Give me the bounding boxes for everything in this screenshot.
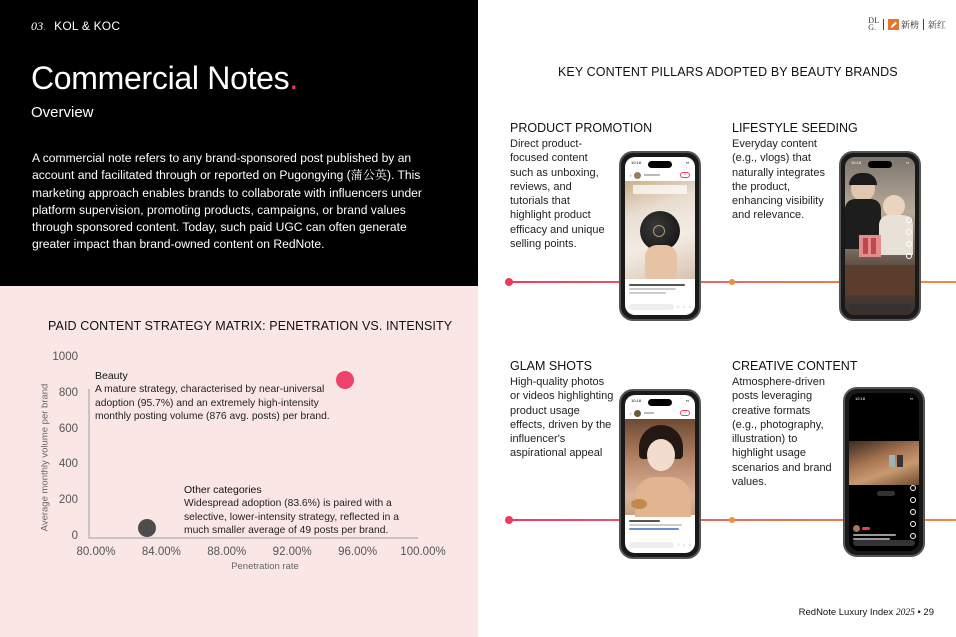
phone-mockup-creative-content: 10:18 ▪▪	[843, 387, 925, 557]
report-name: RedNote Luxury Index	[798, 607, 894, 618]
page-subtitle: Overview	[31, 104, 94, 121]
xinhong-logo: 新红	[927, 19, 946, 30]
pillar-product-promotion	[510, 121, 653, 251]
dlg-logo: DL G.	[868, 16, 879, 32]
x-tick-label: 92.00%	[272, 546, 312, 558]
xinbang-logo: 新榜	[888, 18, 919, 31]
pillar-body: Direct product-focused content such as unboxing, reviews, and tutorials that highlight product efficacy and unique selling points.	[510, 138, 605, 251]
intro-paragraph: A commercial note refers to any brand-sponsored post published by an account and facilitated through or reported on Pugongying (蒲公英). This marketing approach enables brands to collaborate with influencers under platform supervision, promoting products, campaigns, or brand values through sponsored content. Today, such paid UGC can often generate greater impact than brand-owned content on RedNote.	[32, 151, 422, 252]
pillar-body: High-quality photos or videos highlighting product usage effects, driven by the influencer's aspirational appeal	[510, 376, 614, 460]
x-tick-label: 100.00%	[400, 546, 446, 558]
x-tick-label: 96.00%	[338, 546, 378, 558]
x-tick-label: 80.00%	[76, 546, 116, 558]
section-number: 03.	[31, 19, 47, 33]
y-axis	[88, 389, 90, 538]
annotation-other	[184, 484, 409, 537]
pillar-creative-content	[732, 359, 858, 489]
timeline-dot-orange	[729, 517, 735, 523]
y-tick-label: 600	[58, 422, 78, 435]
y-axis-label: Average monthly volume per brand	[39, 383, 51, 532]
y-tick-label: 400	[58, 458, 78, 471]
page-footer	[799, 607, 934, 618]
pillars-title: KEY CONTENT PILLARS ADOPTED BY BEAUTY BRANDS	[558, 65, 898, 79]
page-number: 29	[923, 607, 934, 618]
x-axis	[88, 537, 418, 539]
section-label	[31, 19, 120, 34]
right-page	[478, 0, 956, 637]
pillar-title: LIFESTYLE SEEDING	[732, 121, 858, 135]
data-point-other-categories	[138, 519, 156, 537]
pillar-glam-shots	[510, 359, 620, 461]
section-name: KOL & KOC	[54, 19, 121, 33]
report-year: 2025	[895, 608, 915, 618]
phone-mockup-product-promotion: 10:18 ▪▪ ‹ + ♡ ☆ ○	[619, 151, 701, 321]
pillar-title: GLAM SHOTS	[510, 359, 592, 373]
y-tick-label: 0	[71, 530, 78, 542]
pillar-body: Everyday content (e.g., vlogs) that naturally integrates the product, enhancing visibility and relevance.	[732, 138, 825, 222]
y-tick-label: 1000	[52, 351, 78, 363]
footer-separator: •	[917, 607, 921, 618]
phone-mockup-lifestyle-seeding: 10:18 ▪▪	[839, 151, 921, 321]
logo-divider	[923, 19, 924, 30]
overview-panel	[0, 0, 478, 286]
xinbang-mark-icon	[888, 19, 899, 30]
logo-divider	[883, 19, 884, 30]
annotation-other-title: Other categories	[184, 484, 262, 496]
phone-mockup-glam-shots: 10:18 ▪▪ ‹ + ♡ ☆ ○	[619, 389, 701, 559]
timeline-dot-pink	[505, 516, 513, 524]
x-tick-label: 84.00%	[141, 546, 181, 558]
x-tick-label: 88.00%	[207, 546, 247, 558]
chart-title: PAID CONTENT STRATEGY MATRIX: PENETRATION VS. INTENSITY	[48, 319, 453, 333]
page-title: Commercial Notes.	[31, 60, 298, 96]
y-tick-label: 800	[58, 386, 78, 399]
pillar-title: PRODUCT PROMOTION	[510, 121, 653, 135]
strategy-matrix-chart	[0, 340, 478, 580]
data-point-beauty	[336, 371, 354, 389]
annotation-other-text: Widespread adoption (83.6%) is paired with a selective, lower-intensity strategy, reflected in a much smaller average of 49 posts per brand.	[184, 498, 399, 536]
annotation-beauty-text: A mature strategy, characterised by near-universal adoption (95.7%) and an extremely high-intensity monthly posting volume (876 avg. posts) per brand.	[95, 384, 330, 422]
pillar-title: CREATIVE CONTENT	[732, 359, 858, 373]
partner-logos	[868, 17, 946, 31]
pillar-lifestyle-seeding	[732, 121, 858, 223]
timeline-dot-pink	[505, 278, 513, 286]
pillar-body: Atmosphere-driven posts leveraging creative formats (e.g., photography, illustration) to highlight usage scenarios and brand values.	[732, 376, 832, 489]
annotation-beauty	[95, 370, 355, 423]
annotation-beauty-title: Beauty	[95, 370, 128, 382]
timeline-dot-orange	[729, 279, 735, 285]
y-tick-label: 200	[58, 494, 78, 507]
x-axis-label: Penetration rate	[231, 561, 299, 572]
